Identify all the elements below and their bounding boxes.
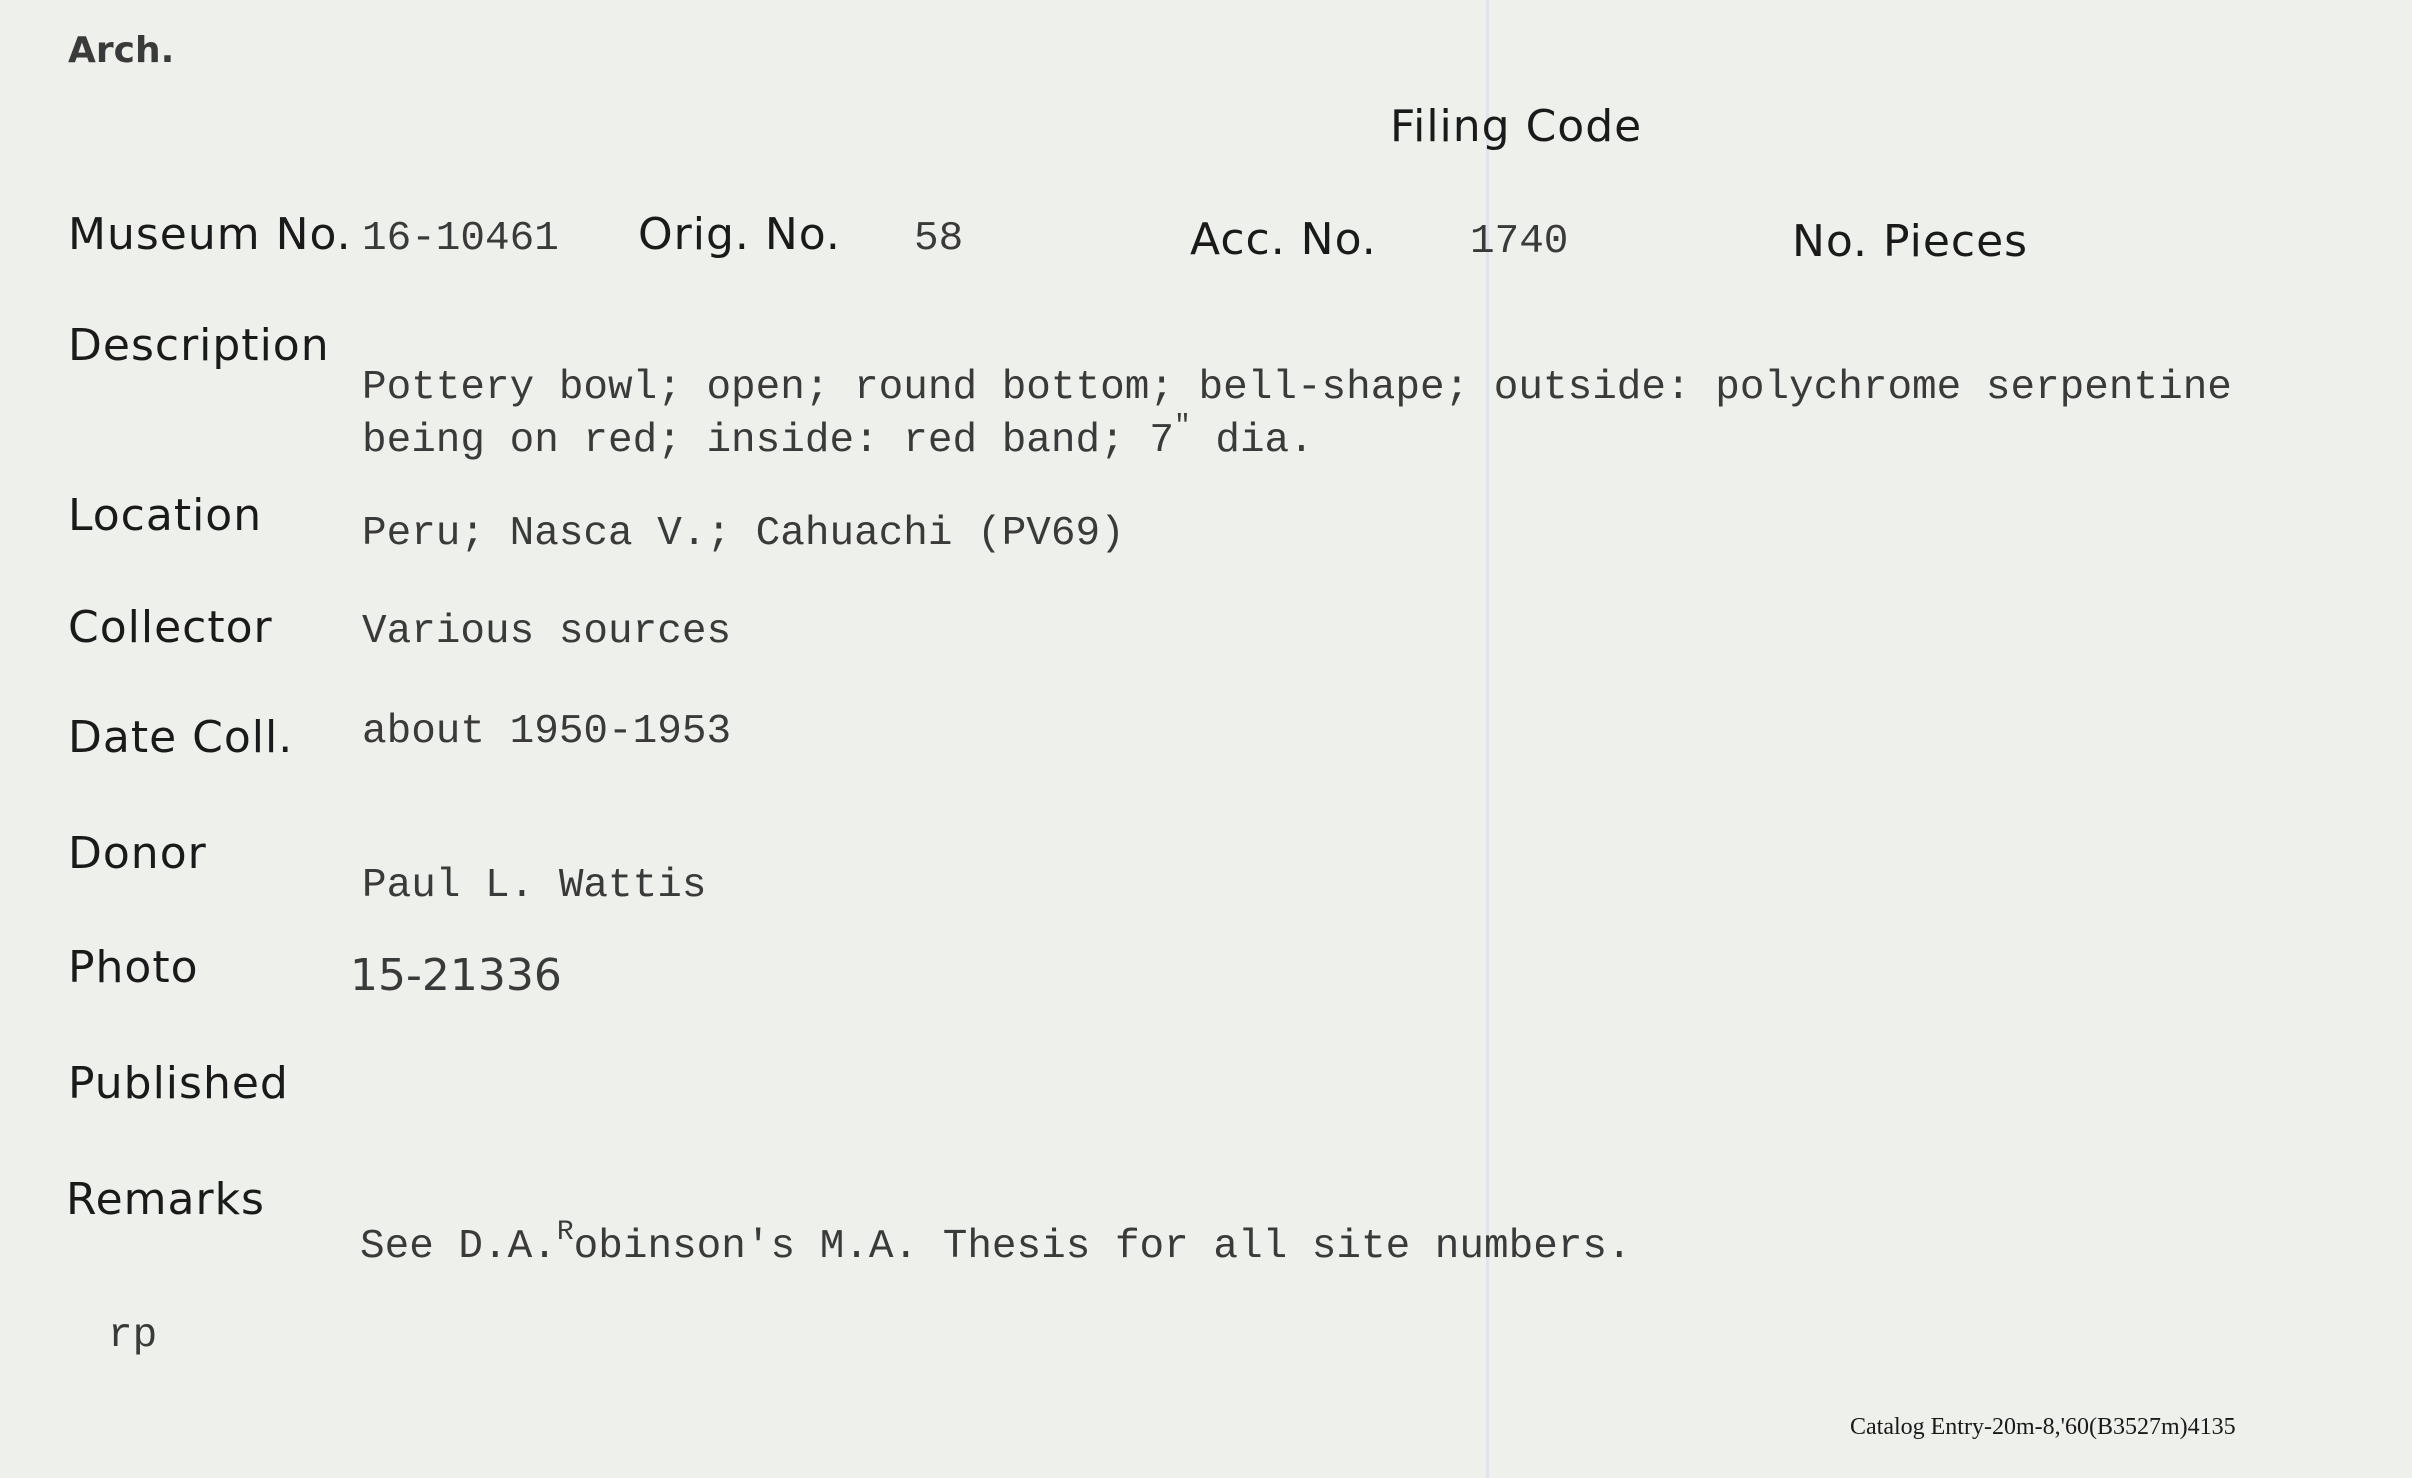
remarks-label: Remarks bbox=[66, 1174, 265, 1225]
date-coll-label: Date Coll. bbox=[68, 712, 294, 763]
remarks-value: See D.A.$^R$obinson's M.A. Thesis for all site numbers. bbox=[360, 1217, 1632, 1270]
museum-no-label: Museum No. bbox=[68, 209, 352, 260]
collector-value: Various sources bbox=[362, 609, 732, 655]
photo-value: 15-21336 bbox=[350, 950, 562, 1001]
donor-label: Donor bbox=[68, 828, 207, 879]
cataloger-initials: rp bbox=[108, 1313, 158, 1359]
filing-code-label: Filing Code bbox=[1390, 101, 1643, 152]
department-tag: Arch. bbox=[68, 30, 175, 71]
location-label: Location bbox=[68, 490, 263, 541]
donor-value: Paul L. Wattis bbox=[362, 863, 707, 909]
photo-label: Photo bbox=[68, 942, 199, 993]
description-line-2: being on red; inside: red band; 7" dia. bbox=[362, 411, 1314, 464]
acc-no-value: 1740 bbox=[1470, 219, 1569, 265]
no-pieces-label: No. Pieces bbox=[1792, 216, 2029, 267]
collector-label: Collector bbox=[68, 602, 273, 653]
published-label: Published bbox=[68, 1058, 289, 1109]
date-coll-value: about 1950-1953 bbox=[362, 709, 732, 755]
location-value: Peru; Nasca V.; Cahuachi (PV69) bbox=[362, 511, 1125, 557]
description-line-1: Pottery bowl; open; round bottom; bell-shape; outside: polychrome serpentine bbox=[362, 365, 2232, 411]
museum-no-value: 16-10461 bbox=[362, 216, 559, 262]
card-footer-imprint: Catalog Entry-20m-8,'60(B3527m)4135 bbox=[1850, 1414, 2236, 1440]
description-label: Description bbox=[68, 320, 330, 371]
orig-no-label: Orig. No. bbox=[638, 209, 841, 260]
orig-no-value: 58 bbox=[914, 216, 964, 262]
acc-no-label: Acc. No. bbox=[1190, 214, 1377, 265]
